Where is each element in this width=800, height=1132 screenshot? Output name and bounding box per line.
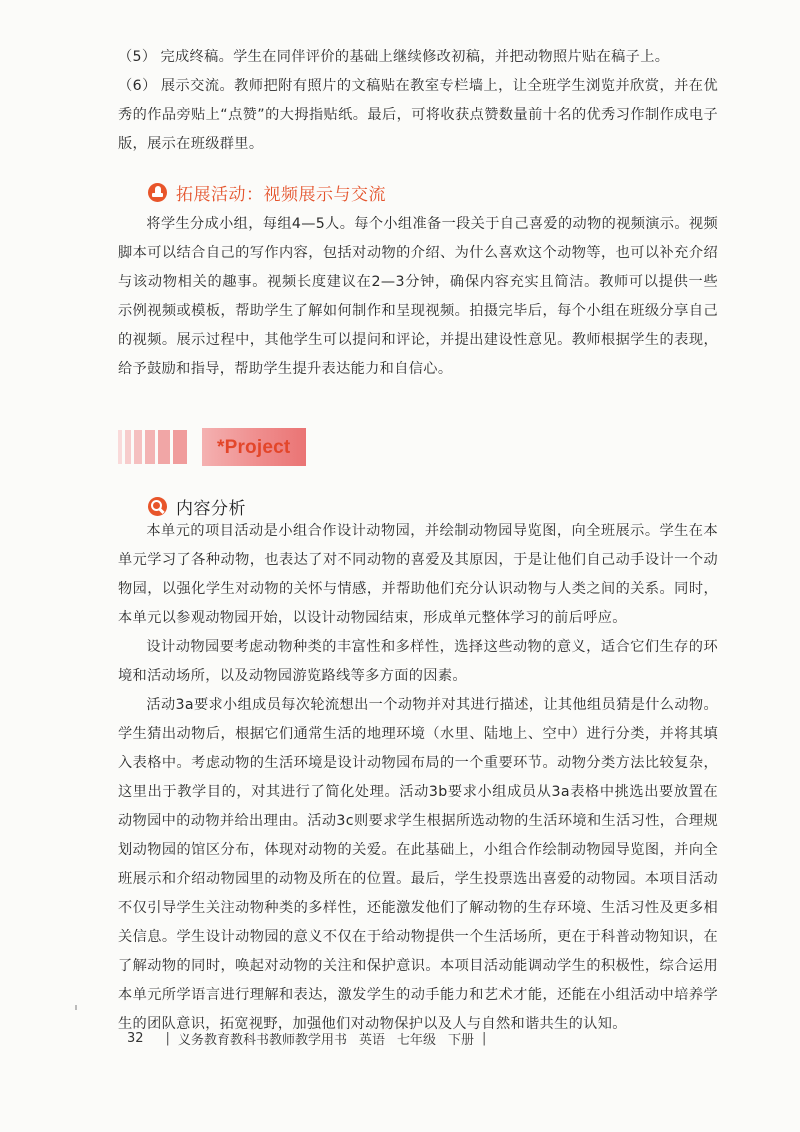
project-banner [118,428,318,466]
banner-title: *Project [217,437,291,458]
footer-book: 义务教育教科书教师教学用书 [177,1033,347,1048]
extension-title: 拓展活动：视频展示与交流 [176,185,386,205]
extension-body: 将学生分成小组，每组4—5人。每个小组准备一段关于自己喜爱的动物的视频演示。视频脚本可以结合自己的写作内容，包括对动物的介绍、为什么喜欢这个动物等，也可以补充介绍与该动物相关的趣事。视频长度建议在2—3分钟，确保内容充实且简洁。教师可以提供一些示例视频或模板，帮助学生了解如何制作和呈现视频。拍摄完毕后，每个小组在班级分享自己的视频。展示过程中，其他学生可以提问和评论，并提出建设性意见。教师根据学生的表现，给予鼓励和指导，帮助学生提升表达能力和自信心。 [118,216,718,377]
footer-volume: 下册 [447,1033,474,1048]
step-text: 展示交流。教师把附有照片的文稿贴在教室专栏墙上，让全班学生浏览并欣赏，并在优秀的作品旁贴上“点赞”的大拇指贴纸。最后，可将收获点赞数量前十名的优秀习作制作成电子版，展示在班级群里。 [118,78,718,152]
footer-divider: | [165,1031,170,1046]
step-5 [118,43,718,72]
analysis-paragraph-3: 活动3a要求小组成员每次轮流想出一个动物并对其进行描述，让其他组员猜是什么动物。学生猜出动物后，根据它们通常生活的地理环境（水里、陆地上、空中）进行分类，并将其填入表格中。考虑动物的生活环境是设计动物园布局的一个重要环节。动物分类方法比较复杂，这里出于教学目的，对其进行了简化处理。活动3b要求小组成员从3a表格中挑选出要放置在动物园中的动物并给出理由。活动3c则要求学生根据所选动物的生活环境和生活习性，合理规划动物园的馆区分布，体现对动物的关爱。在此基础上，小组合作绘制动物园导览图，并向全班展示和介绍动物园里的动物及所在的位置。最后，学生投票选出喜爱的动物园。本项目活动不仅引导学生关注动物种类的多样性，还能激发他们了解动物的生存环境、生活习性及更多相关信息。学生设计动物园的意义不仅在于给动物提供一个生活场所，更在于科普动物知识，在了解动物的同时，唤起对动物的关注和保护意识。本项目活动能调动学生的积极性，综合运用本单元所学语言进行理解和表达，激发学生的动手能力和艺术才能，还能在小组活动中培养学生的团队意识，拓宽视野，加强他们对动物保护以及人与自然和谐共生的认知。 [118,697,718,1032]
extension-heading [148,180,386,205]
search-icon [148,497,167,516]
extension-icon [148,183,167,202]
page-edge-mark [75,1005,77,1010]
footer-subject: 英语 [358,1033,385,1048]
page-number: 32 [127,1031,144,1046]
analysis-heading [148,494,246,519]
banner-stripes [118,430,190,464]
step-number: （5） [118,49,157,65]
analysis-paragraph-1: 本单元的项目活动是小组合作设计动物园，并绘制动物园导览图，向全班展示。学生在本单元学习了各种动物，也表达了对不同动物的喜爱及其原因，于是让他们自己动手设计一个动物园，以强化学生对动物的关怀与情感，并帮助他们充分认识动物与人类之间的关系。同时，本单元以参观动物园开始，以设计动物园结束，形成单元整体学习的前后呼应。 [118,523,718,626]
analysis-paragraph-2: 设计动物园要考虑动物种类的丰富性和多样性，选择这些动物的意义，适合它们生存的环境和活动场所，以及动物园游览路线等多方面的因素。 [118,639,718,684]
step-number: （6） [118,78,157,94]
analysis-title: 内容分析 [176,499,246,519]
step-6 [118,72,718,159]
page-footer [127,1029,494,1048]
step-text: 完成终稿。学生在同伴评价的基础上继续修改初稿，并把动物照片贴在稿子上。 [160,49,670,65]
footer-divider-end: | [482,1031,487,1046]
footer-grade: 七年级 [396,1033,436,1048]
